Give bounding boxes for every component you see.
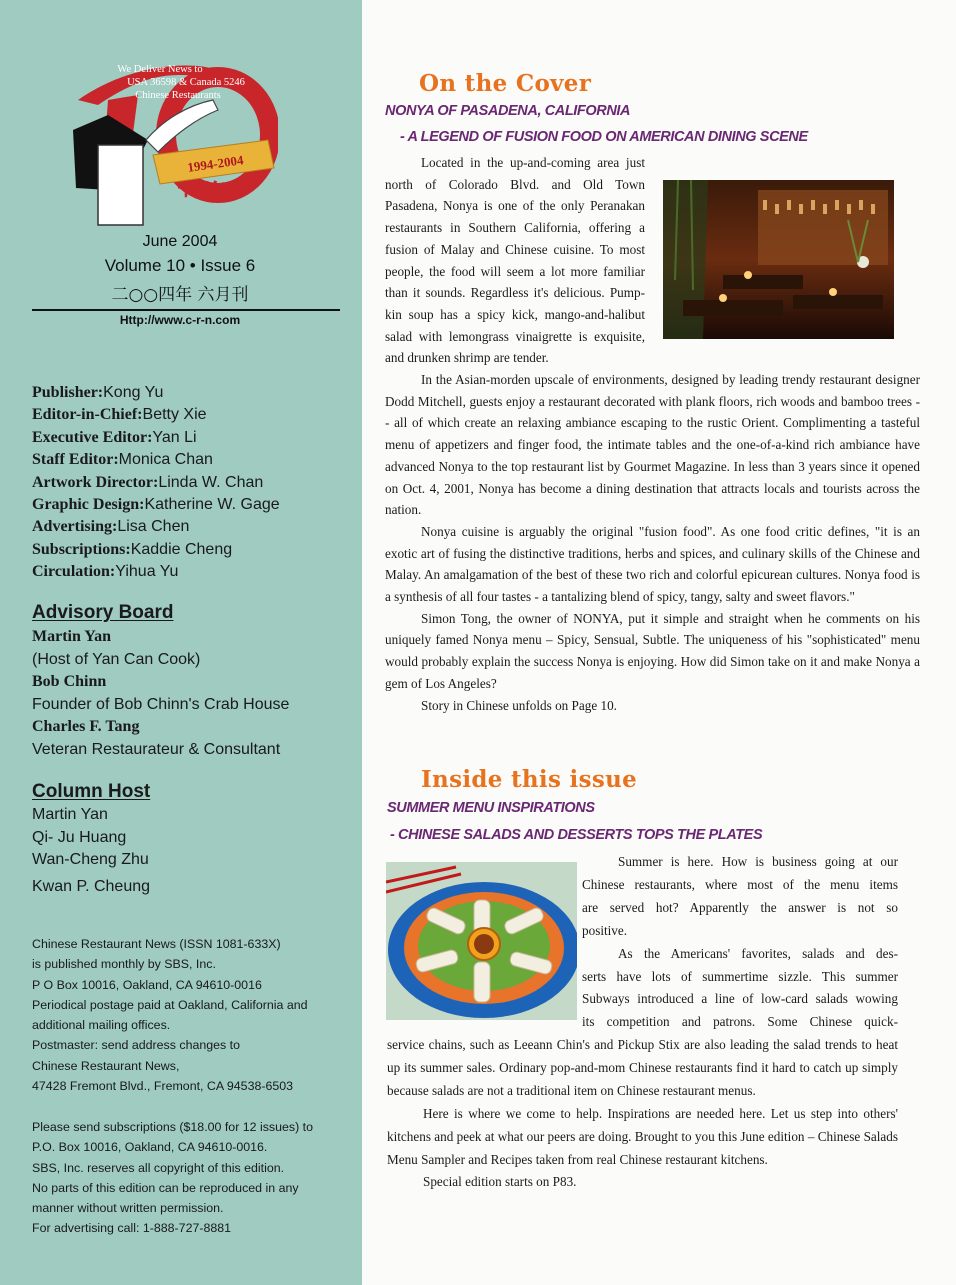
publication-line: Chinese Restaurant News (ISSN 1081-633X) <box>32 937 281 951</box>
logo-line-1: We Deliver News to <box>117 64 203 75</box>
credit-name: Lisa Chen <box>117 518 190 536</box>
issue-volume: Volume 10 • Issue 6 <box>104 256 256 275</box>
anniversary-logo <box>68 60 278 230</box>
credit-row <box>32 472 352 494</box>
cover-paragraph: Story in Chinese unfolds on Page 10. <box>421 697 617 713</box>
credit-name: Yan Li <box>152 428 197 446</box>
credit-row <box>32 382 352 404</box>
inside-paragraph: Here is where we come to help. Inspirations are needed here. Let us step into others' kitchens and peek at what our peers are doing. Brought to you this June edition – Chinese Salads Menu Sampler and Recipes taken from real Chinese restaurant kitchens. <box>387 1105 898 1167</box>
inside-subtitle-2: - CHINESE SALADS AND DESSERTS TOPS THE PLATES <box>390 827 763 843</box>
inside-wrap-line: its competition and patrons. Some Chinese quick- <box>582 1014 898 1030</box>
column-host-heading: Column Host <box>32 781 151 802</box>
inside-wrap-text <box>582 851 898 1034</box>
inside-wrap-line: positive. <box>582 922 628 938</box>
credit-role: Staff Editor: <box>32 451 119 469</box>
logo-years: 1994-2004 <box>186 152 245 175</box>
towel-icon <box>98 145 143 225</box>
subscription-line: Please send subscriptions ($18.00 for 12 issues) to <box>32 1120 314 1134</box>
subscription-line: manner without written permission. <box>32 1201 224 1216</box>
cover-title: On the Cover <box>419 70 592 97</box>
inside-title: Inside this issue <box>421 766 638 793</box>
inside-wrap-line: Summer is here. How is business going at our <box>618 854 898 869</box>
cover-wrap-line: fusion of Malay and Chinese cuisine. To most <box>385 241 645 257</box>
website-url[interactable]: Http://www.c-r-n.com <box>119 313 241 327</box>
staff-credits <box>32 382 352 584</box>
restaurant-interior-photo <box>663 180 894 339</box>
credit-name: Kong Yu <box>103 384 164 401</box>
advisory-board <box>32 602 352 761</box>
credit-role: Executive Editor: <box>32 428 153 446</box>
credit-name: Katherine W. Gage <box>144 496 280 514</box>
column-host <box>32 781 352 898</box>
column-host-name: Wan-Cheng Zhu <box>32 851 149 868</box>
subscription-line: No parts of this edition can be reproduced in any <box>32 1180 299 1195</box>
subscription-line: SBS, Inc. reserves all copyright of this edition. <box>32 1160 285 1175</box>
advisory-member-desc: Veteran Restaurateur & Consultant <box>32 740 281 758</box>
cover-body <box>385 369 920 716</box>
inside-wrap-line: serts have lots of summertime sizzle. This summer <box>582 968 898 984</box>
publication-line: P O Box 10016, Oakland, CA 94610-0016 <box>32 977 262 992</box>
credit-role: Graphic Design: <box>32 496 145 514</box>
inside-paragraph: Special edition starts on P83. <box>423 1174 577 1190</box>
credit-row <box>32 449 352 471</box>
advisory-heading: Advisory Board <box>32 602 174 623</box>
advisory-member-name: Bob Chinn <box>32 673 107 690</box>
credit-row <box>32 539 352 561</box>
credit-role: Advertising: <box>32 518 118 536</box>
cover-wrap-text <box>385 152 645 369</box>
cover-wrap-line: Pasadena, Nonya is one of the only Peranakan <box>385 198 645 214</box>
cover-subtitle-1: NONYA OF PASADENA, CALIFORNIA <box>385 103 631 119</box>
cover-paragraph: In the Asian-morden upscale of environments, designed by leading trendy restaurant designer Dodd Mitchell, guests enjoy a restaurant decorated with plank floors, rich woods and bamboo trees -- all of which create an relaxing ambiance escaping to the rustic Orient. Complimenting a tasteful menu of appetizers and finger food, the intimate tables and the one-of-a-kind rich ambiance have advanced Nonya to the top restaurant list by Gourmet Magazine. In less than 3 years since it opened on Oct. 4, 2001, Nonya has become a dining destination that attracts locals and tourists across the nation. <box>385 372 920 518</box>
publication-line: Postmaster: send address changes to <box>32 1038 241 1053</box>
inside-subtitle-1: SUMMER MENU INSPIRATIONS <box>387 800 595 816</box>
publication-line: Chinese Restaurant News, <box>32 1058 180 1073</box>
credit-row <box>32 427 352 449</box>
publication-line: Periodical postage paid at Oakland, California and <box>32 997 308 1012</box>
subscription-line: P.O. Box 10016, Oakland, CA 94610-0016. <box>32 1140 268 1155</box>
publication-line: 47428 Fremont Blvd., Fremont, CA 94538-6503 <box>32 1079 294 1094</box>
cover-wrap-line: people, the food will seem a lot more familiar <box>385 263 645 279</box>
inside-wrap-line: As the Americans' favorites, salads and des- <box>618 945 898 961</box>
masthead-sidebar <box>0 0 362 1285</box>
advisory-member-name: Martin Yan <box>32 628 111 645</box>
credit-row <box>32 561 352 583</box>
subscription-info <box>32 1117 352 1239</box>
inside-wrap-line: are served hot? Apparently the answer is not so <box>582 899 898 915</box>
credit-name: Monica Chan <box>118 451 213 469</box>
credit-name: Yihua Yu <box>115 563 179 581</box>
article-column <box>362 0 956 1285</box>
logo-line-2: USA 36598 & Canada 5246 <box>127 77 245 88</box>
cover-wrap-line: north of Colorado Blvd. and Old Town <box>385 176 645 192</box>
credit-row <box>32 404 352 426</box>
advisory-member-name: Charles F. Tang <box>32 718 140 735</box>
inside-wrap-line: Chinese restaurants, where most of the menu items <box>582 876 898 892</box>
salad-rolls-photo <box>386 862 577 1020</box>
masthead-rule <box>32 309 340 311</box>
inside-body <box>387 1034 898 1194</box>
credit-name: Betty Xie <box>142 406 207 424</box>
issue-chinese: 二○○四年 六月刊 <box>111 285 249 305</box>
logo-anniversary: 十週年慶 <box>177 180 243 199</box>
column-host-name: Martin Yan <box>32 806 108 823</box>
advisory-member-desc: Founder of Bob Chinn's Crab House <box>32 695 290 713</box>
logo-line-3: Chinese Restaurants <box>135 90 221 101</box>
cover-wrap-line: salad with lemongrass vinaigrette is exquisite, <box>385 328 645 344</box>
cover-subtitle-2: - A LEGEND OF FUSION FOOD ON AMERICAN DINING SCENE <box>400 129 808 145</box>
cover-wrap-line: restaurants in Southern California, offering a <box>385 220 645 236</box>
advisory-member-desc: (Host of Yan Can Cook) <box>32 650 201 668</box>
publication-info <box>32 934 352 1096</box>
cover-paragraph: Simon Tong, the owner of NONYA, put it simple and straight when he comments on his uniquely famed Nonya menu – Spicy, Sensual, Subtle. The uniqueness of his "sophisticated" menu would probably explain the success Nonya is enjoying. How did Simon take on it and make Nonya a gem of Los Angeles? <box>385 610 920 691</box>
cover-wrap-line: Located in the up-and-coming area just <box>421 155 645 170</box>
credit-row <box>32 516 352 538</box>
subscription-line: For advertising call: 1-888-727-8881 <box>32 1221 232 1236</box>
inside-wrap-line: Subways introduced a line of low-card salads wowing <box>582 991 898 1007</box>
issue-date: June 2004 <box>142 233 218 250</box>
credit-role: Artwork Director: <box>32 473 159 491</box>
credit-role: Subscriptions: <box>32 540 131 558</box>
cover-wrap-line: kin soup has a spicy kick, mango-and-halibut <box>385 306 645 322</box>
cover-paragraph: Nonya cuisine is arguably the original "fusion food". As one food critic defines, "it is an exotic art of fusing the distinctive traditions, herbs and spices, and culinary skills of the Chinese and Malay. An amalgamation of the best of these two rich and colorful epicurean cultures. Nonya food is a synthesis of all four tastes - a tantalizing blend of spicy, tangy, salty and sweet flavors." <box>385 523 920 605</box>
credit-role: Editor-in-Chief: <box>32 406 143 424</box>
column-host-name: Qi- Ju Huang <box>32 828 127 846</box>
cover-wrap-line: than it sounds. Regardless it's delicious. Pump- <box>385 285 645 301</box>
credit-role: Circulation: <box>32 563 116 581</box>
publication-line: is published monthly by SBS, Inc. <box>32 957 216 972</box>
credit-name: Kaddie Cheng <box>130 540 233 558</box>
publication-line: additional mailing offices. <box>32 1018 171 1033</box>
column-host-name: Kwan P. Cheung <box>32 877 151 895</box>
inside-paragraph: service chains, such as Leeann Chin's and Pickup Stix are also leading the salad trends to heat up its summer sales. Ordinary pop-and-mom Chinese restaurants find it hard to catch up simply because salads are not a traditional item on Chinese restaurant menus. <box>387 1037 898 1098</box>
cover-wrap-line: and drunken shrimp are tender. <box>385 350 549 366</box>
credit-role: Publisher: <box>32 384 104 401</box>
credit-name: Linda W. Chan <box>158 473 264 491</box>
credit-row <box>32 494 352 516</box>
